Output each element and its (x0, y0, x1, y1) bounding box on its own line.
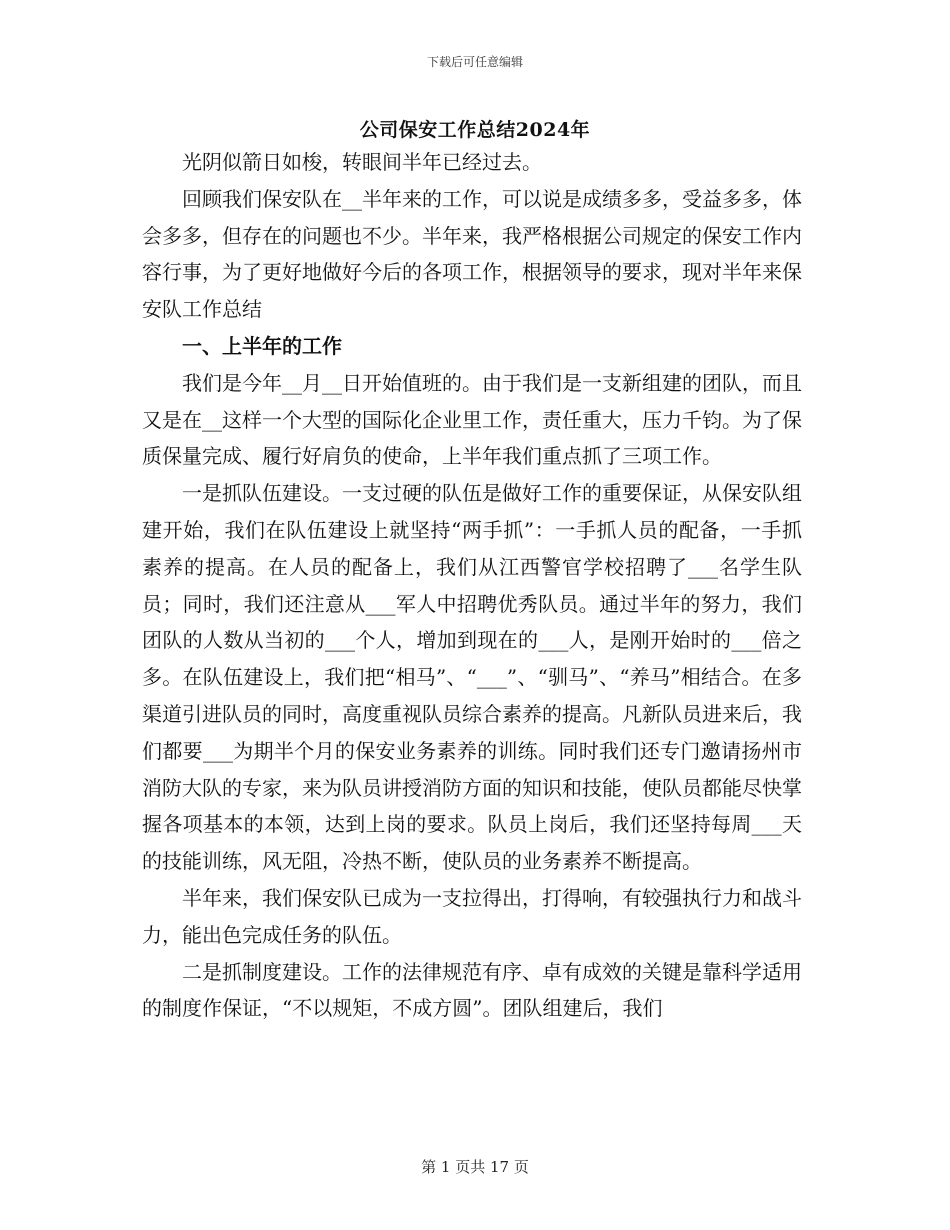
header-note: 下载后可任意编辑 (426, 55, 523, 69)
paragraph-start-duty: 我们是今年__月__日开始值班的。由于我们是一支新组建的团队，而且又是在__这样一个大型的国际化企业里工作，责任重大，压力千钧。为了保质保量完成、履行好肩负的使命，上半年我们重点抓了三项工作。 (142, 370, 802, 469)
page-number: 第 1 页共 17 页 (421, 1158, 529, 1176)
paragraph-system-building: 二是抓制度建设。工作的法律规范有序、卓有成效的关键是靠科学适用的制度作保证，“不以规矩，不成方圆”。团队组建后，我们 (142, 959, 802, 1021)
paragraph-intro: 光阴似箭日如梭，转眼间半年已经过去。 (182, 150, 542, 174)
paragraph-review: 回顾我们保安队在__半年来的工作，可以说是成绩多多，受益多多，体会多多，但存在的问题也不少。半年来，我严格根据公司规定的保安工作内容行事，为了更好地做好今后的各项工作，根据领导的要求，现对半年来保安队工作总结 (142, 186, 802, 322)
paragraph-team-building: 一是抓队伍建设。一支过硬的队伍是做好工作的重要保证，从保安队组建开始，我们在队伍建设上就坚持“两手抓”：一手抓人员的配备，一手抓素养的提高。在人员的配备上，我们从江西警官学校招聘了___名学生队员；同时，我们还注意从___军人中招聘优秀队员。通过半年的努力，我们团队的人数从当初的___个人，增加到现在的___人，是刚开始时的___倍之多。在队伍建设上，我们把“相马”、“___”、“驯马”、“养马”相结合。在多渠道引进队员的同时，高度重视队员综合素养的提高。凡新队员进来后，我们都要___为期半个月的保安业务素养的训练。同时我们还专门邀请扬州市消防大队的专家，来为队员讲授消防方面的知识和技能，使队员都能尽快掌握各项基本的本领，达到上岗的要求。队员上岗后，我们还坚持每周___天的技能训练，风无阻，冷热不断，使队员的业务素养不断提高。 (142, 481, 802, 874)
document-title: 公司保安工作总结2024年 (359, 119, 591, 141)
paragraph-team-result: 半年来，我们保安队已成为一支拉得出，打得响，有较强执行力和战斗力，能出色完成任务的队伍。 (142, 885, 802, 947)
document-body (142, 144, 802, 1027)
section-heading: 一、上半年的工作 (182, 333, 342, 358)
